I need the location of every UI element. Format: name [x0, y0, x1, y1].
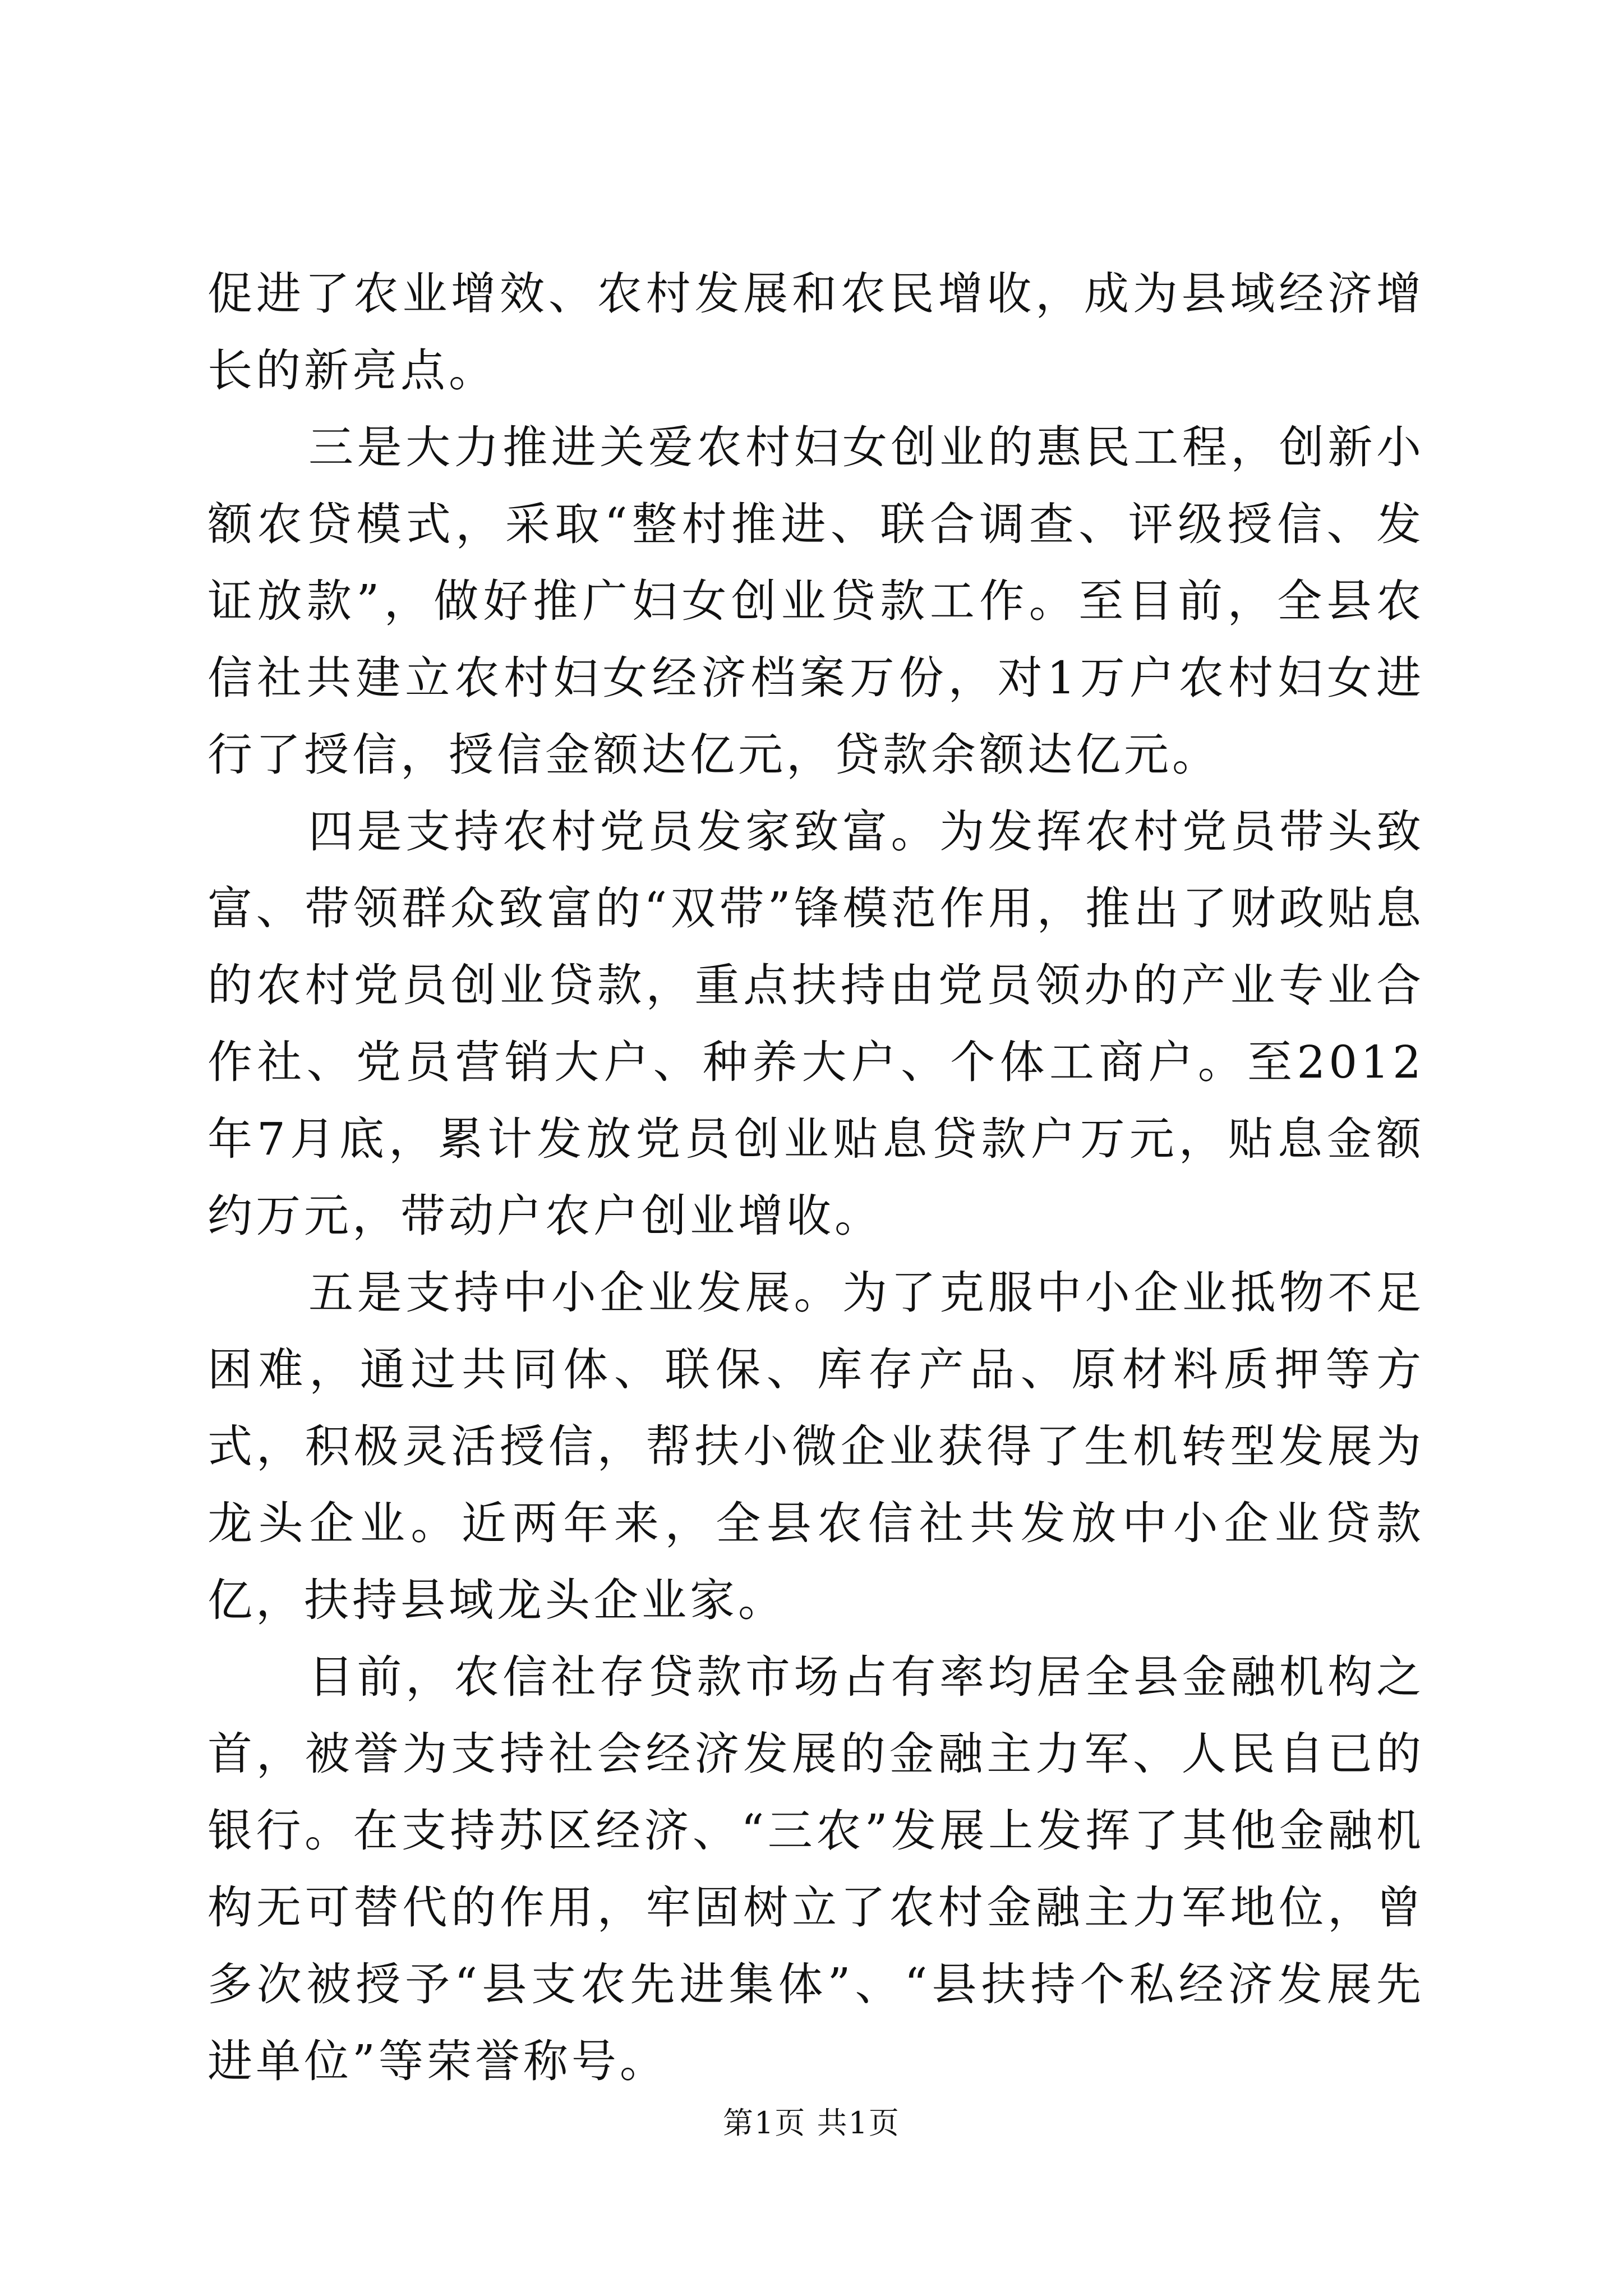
- document-body: [208, 255, 1424, 2100]
- paragraph-continuation: 促进了农业增效、农村发展和农民增收，成为县域经济增长的新亮点。: [208, 268, 1424, 397]
- paragraph-summary: 目前，农信社存贷款市场占有率均居全县金融机构之首，被誉为支持社会经济发展的金融主力军、人民自已的银行。在支持苏区经济、“三农”发展上发挥了其他金融机构无可替代的作用，牢固树立了农村金融主力军地位，曾多次被授予“县支农先进集体”、“县扶持个私经济发展先进单位”等荣誉称号。: [208, 1651, 1424, 2087]
- page-number-footer: 第1页 共1页: [723, 2105, 900, 2141]
- paragraph-party-members: 四是支持农村党员发家致富。为发挥农村党员带头致富、带领群众致富的“双带”锋模范作用，推出了财政贴息的农村党员创业贷款，重点扶持由党员领办的产业专业合作社、党员营销大户、种养大户、个体工商户。至2012年7月底，累计发放党员创业贴息贷款户万元，贴息金额约万元，带动户农户创业增收。: [208, 806, 1424, 1242]
- paragraph-women-entrepreneurship: 三是大力推进关爱农村妇女创业的惠民工程，创新小额农贷模式，采取“整村推进、联合调查、评级授信、发证放款”，做好推广妇女创业贷款工作。至目前，全县农信社共建立农村妇女经济档案万份，对1万户农村妇女进行了授信，授信金额达亿元，贷款余额达亿元。: [208, 421, 1424, 781]
- paragraph-small-business: 五是支持中小企业发展。为了克服中小企业抵物不足困难，通过共同体、联保、库存产品、原材料质押等方式，积极灵活授信，帮扶小微企业获得了生机转型发展为龙头企业。近两年来，全县农信社共发放中小企业贷款亿，扶持县域龙头企业家。: [208, 1267, 1424, 1626]
